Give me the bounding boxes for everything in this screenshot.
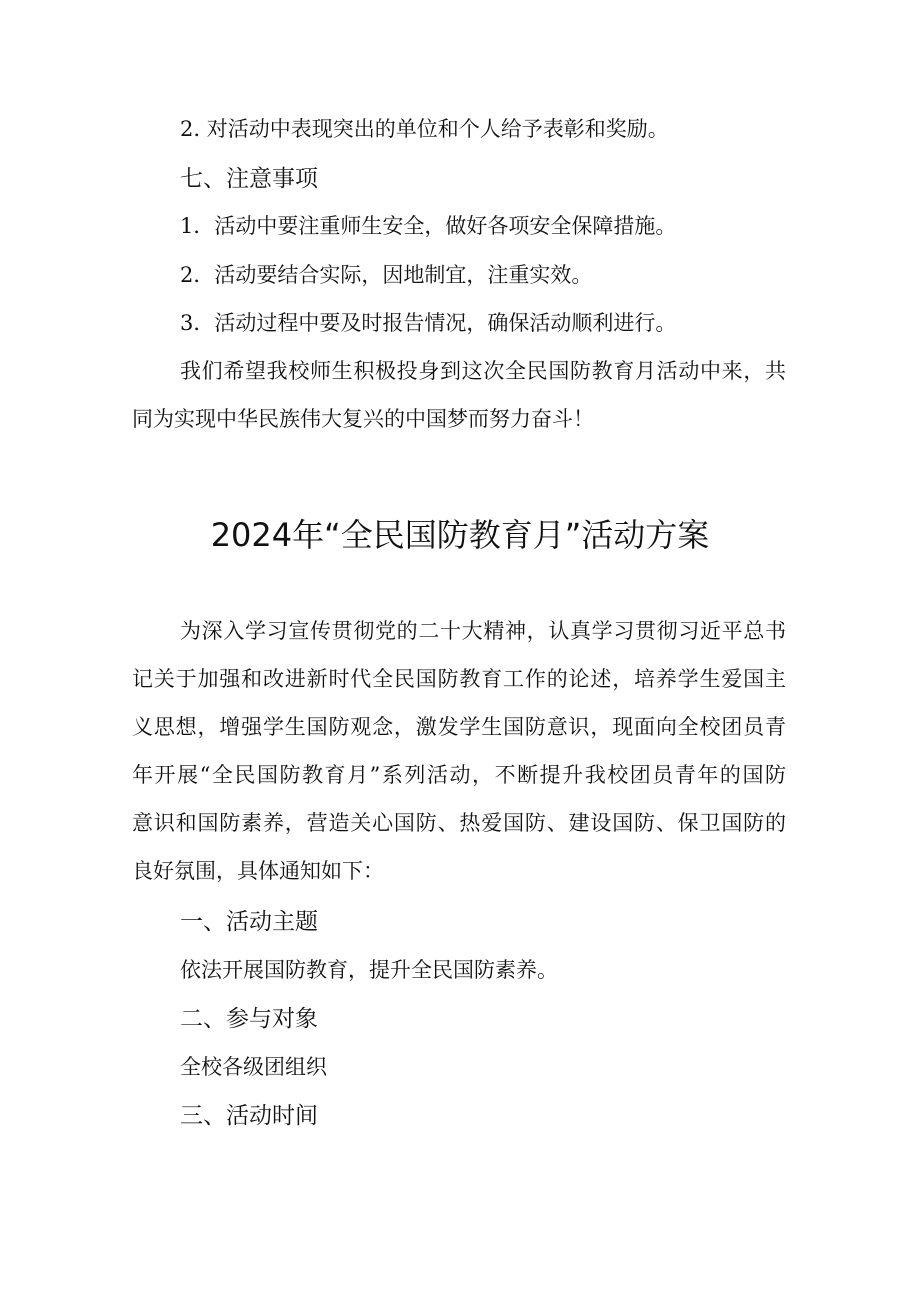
note-item-1: 1．活动中要注重师生安全，做好各项安全保障措施。 [180, 214, 677, 238]
closing-paragraph-line-1: 我们希望我校师生积极投身到这次全民国防教育月活动中来，共 [180, 359, 786, 383]
intro-line-5: 意识和国防素养，营造关心国防、热爱国防、建设国防、保卫国防的 [132, 811, 786, 835]
intro-line-3: 义思想，增强学生国防观念，激发学生国防意识，现面向全校团员青 [132, 715, 786, 739]
reward-item: 2. 对活动中表现突出的单位和个人给予表彰和奖励。 [180, 117, 669, 141]
closing-paragraph-line-2: 同为实现中华民族伟大复兴的中国梦而努力奋斗！ [132, 407, 594, 431]
intro-line-6: 良好氛围，具体通知如下： [132, 859, 384, 883]
section-participants-text: 全校各级团组织 [180, 1055, 327, 1079]
section-time-heading: 三、活动时间 [180, 1103, 318, 1129]
document-title: 2024年“全民国防教育月”活动方案 [210, 516, 710, 554]
section-theme-heading: 一、活动主题 [180, 909, 318, 935]
intro-line-2: 记关于加强和改进新时代全民国防教育工作的论述，培养学生爱国主 [132, 667, 786, 691]
section-theme-text: 依法开展国防教育，提升全民国防素养。 [180, 958, 558, 982]
section-participants-heading: 二、参与对象 [180, 1006, 318, 1032]
note-item-3: 3．活动过程中要及时报告情况，确保活动顺利进行。 [180, 311, 677, 335]
note-item-2: 2．活动要结合实际，因地制宜，注重实效。 [180, 263, 593, 287]
intro-line-4: 年开展“全民国防教育月”系列活动，不断提升我校团员青年的国防 [132, 763, 786, 787]
intro-line-1: 为深入学习宣传贯彻党的二十大精神，认真学习贯彻习近平总书 [180, 619, 786, 643]
notes-heading: 七、注意事项 [180, 166, 318, 192]
